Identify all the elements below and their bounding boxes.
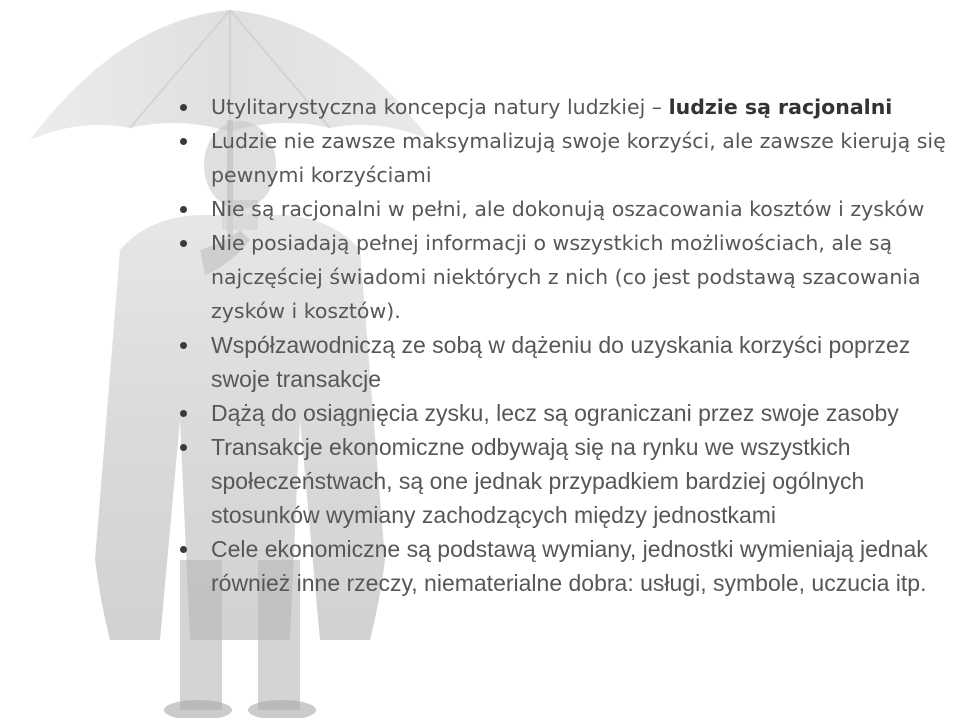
bullet-text: Nie posiadają pełnej informacji o wszystkich możliwościach, ale są najczęściej świadomi niektórych z nich (co jest podstawą szacowania zysków i kosztów). (211, 231, 921, 323)
bullet-text: Ludzie nie zawsze maksymalizują swoje korzyści, ale zawsze kierują się pewnymi korzyściami (211, 129, 946, 187)
bullet-emphasis: ludzie są racjonalni (668, 95, 893, 119)
bullet-text: Dążą do osiągnięcia zysku, lecz są ograniczani przez swoje zasoby (211, 400, 899, 426)
bullet-text: Transakcje ekonomiczne odbywają się na rynku we wszystkich społeczeństwach, są one jednak przypadkiem bardziej ogólnych stosunków wymiany zachodzących między jednostkami (211, 434, 865, 528)
bullet-list (170, 90, 955, 600)
bullet-text: Nie są racjonalni w pełni, ale dokonują oszacowania kosztów i zysków (211, 197, 925, 221)
bullet-text: Cele ekonomiczne są podstawą wymiany, jednostki wymieniają jednak również inne rzeczy, niematerialne dobra: usługi, symbole, uczucia itp. (211, 536, 928, 596)
bullet-item (170, 192, 955, 226)
bullet-text: Współzawodniczą ze sobą w dążeniu do uzyskania korzyści poprzez swoje transakcje (211, 332, 911, 392)
bullet-item (170, 226, 955, 328)
bullet-item (170, 532, 955, 600)
bullet-item (170, 430, 955, 532)
bullet-text: Utylitarystyczna koncepcja natury ludzkiej – (211, 95, 669, 119)
bullet-item (170, 396, 955, 430)
bullet-item (170, 124, 955, 192)
bullet-item (170, 328, 955, 396)
bullet-item (170, 90, 955, 124)
